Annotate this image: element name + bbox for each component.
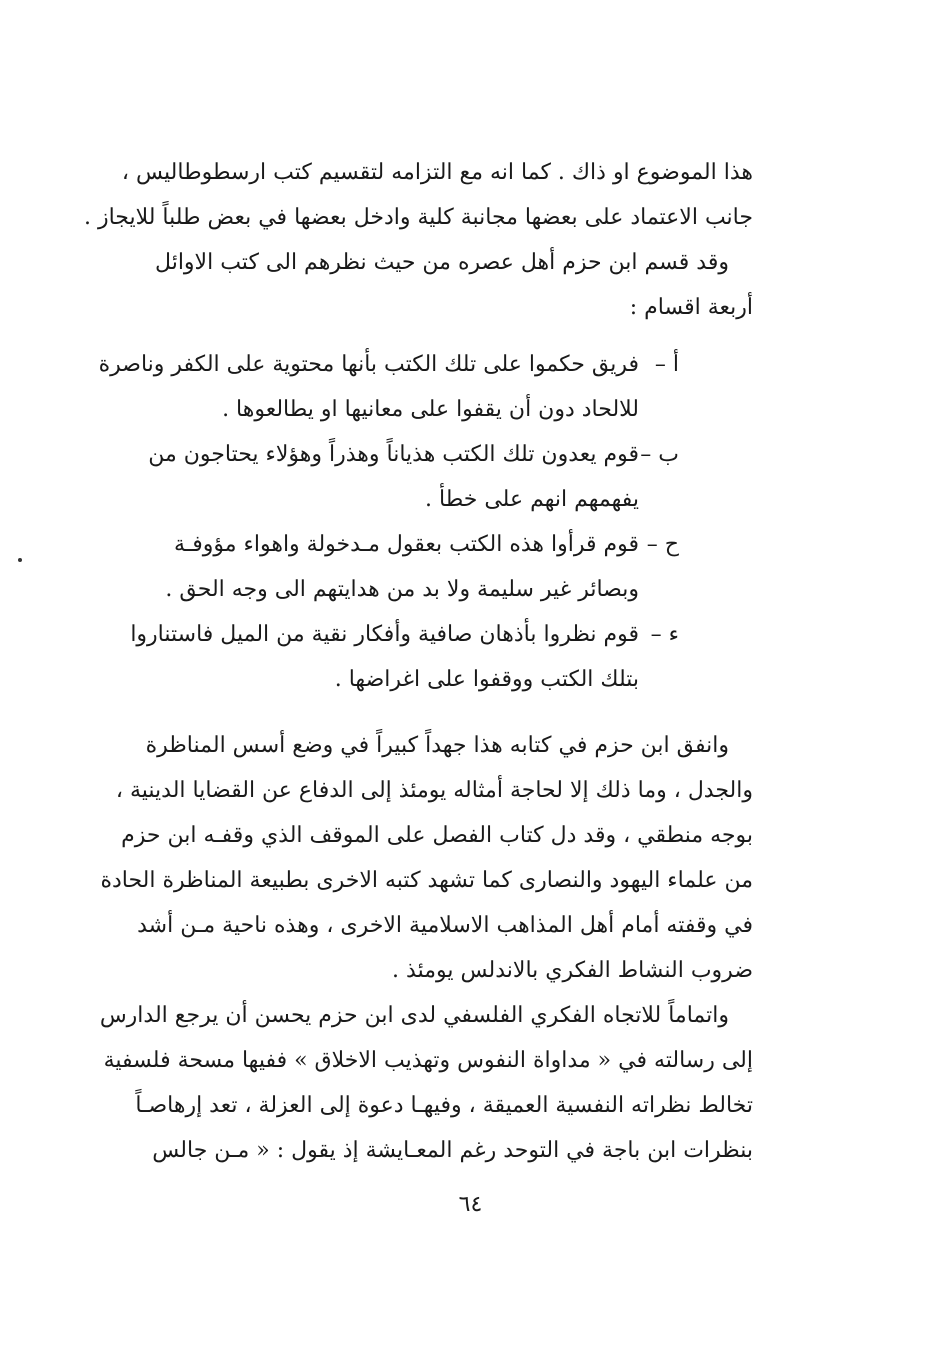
- list-item-line: وبصائر غير سليمة ولا بد من هدايتهم الى وجه الحق .: [165, 577, 639, 602]
- scan-speck: [18, 558, 22, 562]
- list-item-line: بتلك الكتب ووقفوا على اغراضها .: [334, 667, 639, 692]
- text-line: هذا الموضوع او ذاك . كما انه مع التزامه لتقسيم كتب ارسطوطاليس ،: [121, 160, 753, 185]
- text-line: تخالط نظراته النفسية العميقة ، وفيهـا دعوة إلى العزلة ، تعد إرهاصـاً: [135, 1093, 753, 1118]
- list-marker: ح –: [646, 532, 679, 557]
- text-line: في وقفته أمام أهل المذاهب الاسلامية الاخرى ، وهذه ناحية مـن أشد: [137, 913, 753, 938]
- text-line: إلى رسالته في « مداواة النفوس وتهذيب الاخلاق » ففيها مسحة فلسفية: [103, 1048, 753, 1073]
- text-line: واتماماً للاتجاه الفكري الفلسفي لدى ابن حزم يحسن أن يرجع الدارس: [99, 1003, 729, 1028]
- text-line: جانب الاعتماد على بعضها مجانبة كلية وادخل بعضها في بعض طلباً للايجاز .: [83, 205, 753, 230]
- list-item-line: يفهمهم انهم على خطأ .: [425, 487, 639, 512]
- text-line: أربعة اقسام :: [629, 295, 753, 320]
- text-line: ضروب النشاط الفكري بالاندلس يومئذ .: [392, 958, 753, 983]
- text-line: بنظرات ابن باجة في التوحد رغم المعـايشة إذ يقول : « مـن جالس: [152, 1138, 753, 1163]
- text-line: وقد قسم ابن حزم أهل عصره من حيث نظرهم الى كتب الاوائل: [155, 250, 729, 275]
- list-marker: ب –: [640, 442, 679, 467]
- list-item-line: قوم يعدون تلك الكتب هذياناً وهذراً وهؤلاء يحتاجون من: [148, 442, 639, 467]
- text-line: وانفق ابن حزم في كتابه هذا جهداً كبيراً في وضع أسس المناظرة: [145, 733, 729, 758]
- list-item-line: فريق حكموا على تلك الكتب بأنها محتوية على الكفر وناصرة: [98, 352, 639, 377]
- list-marker: أ –: [654, 352, 679, 377]
- text-line: والجدل ، وما ذلك إلا لحاجة أمثاله يومئذ إلى الدفاع عن القضايا الدينية ،: [115, 778, 753, 803]
- list-item-line: قوم قرأوا هذه الكتب بعقول مـدخولة واهواء مؤوفـة: [174, 532, 639, 557]
- text-line: من علماء اليهود والنصارى كما تشهد كتبه الاخرى بطبيعة المناظرة الحادة: [100, 868, 753, 893]
- text-line: بوجه منطقي ، وقد دل كتاب الفصل على الموقف الذي وقفـه ابن حزم: [121, 823, 753, 848]
- list-item-line: قوم نظروا بأذهان صافية وأفكار نقية من الميل فاستناروا: [130, 622, 639, 647]
- page-number: ٦٤: [458, 1192, 483, 1217]
- list-marker: ء –: [650, 622, 679, 647]
- list-item-line: للالحاد دون أن يقفوا على معانيها او يطالعوها .: [222, 397, 639, 422]
